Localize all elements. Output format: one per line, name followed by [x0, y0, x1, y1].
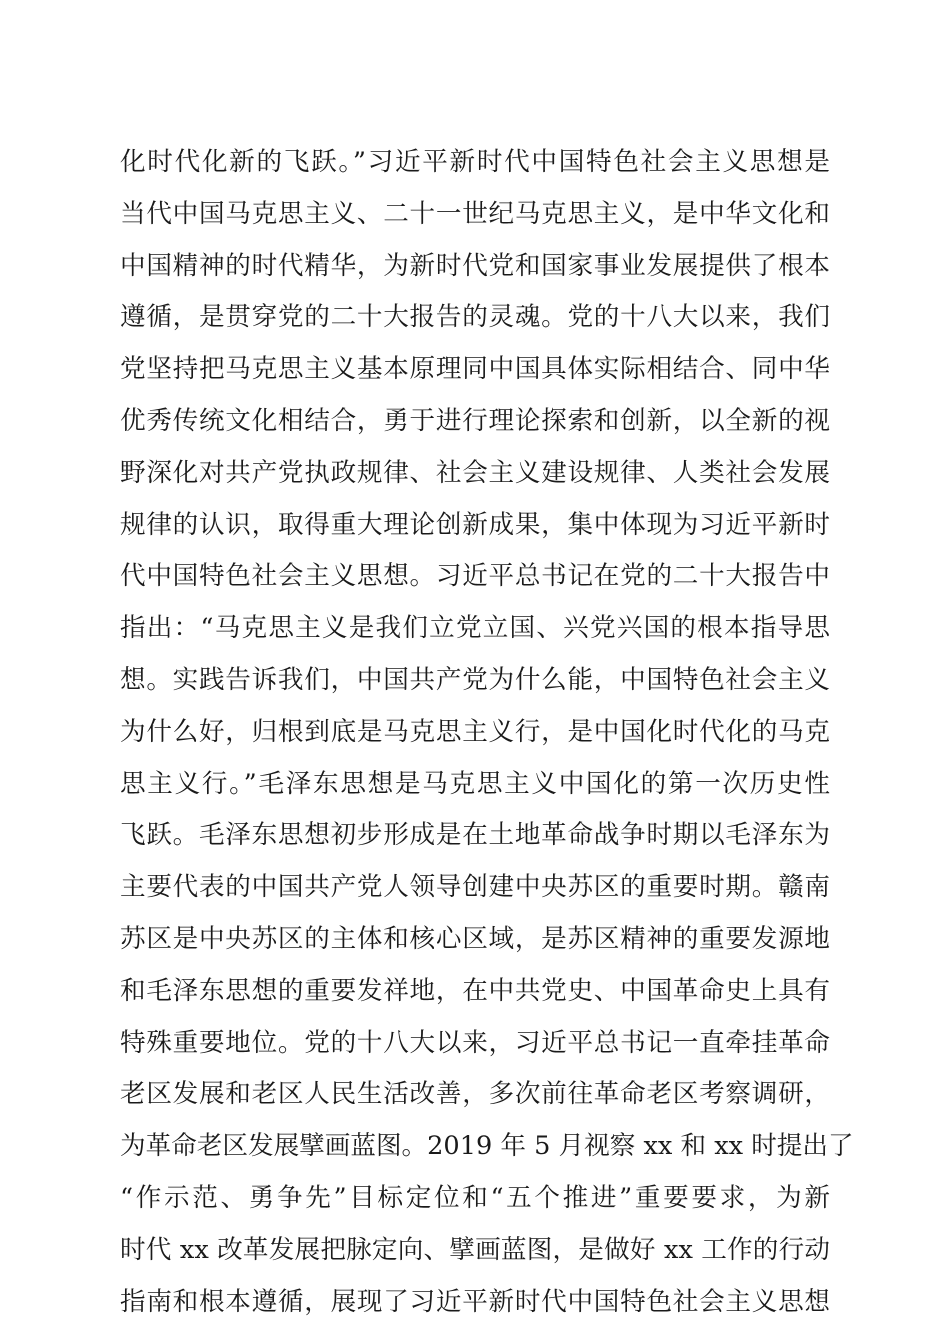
text-line: 和毛泽东思想的重要发祥地，在中共党史、中国革命史上具有 [120, 975, 830, 1006]
text-line: 化时代化新的飞跃。”习近平新时代中国特色社会主义思想是 [120, 147, 830, 177]
text-line: 为革命老区发展擘画蓝图。2019 年 5 月视察 xx 和 xx 时提出了 [120, 1131, 854, 1162]
text-line: 指南和根本遵循，展现了习近平新时代中国特色社会主义思想 [120, 1286, 830, 1317]
text-line: 野深化对共产党执政规律、社会主义建设规律、人类社会发展 [120, 457, 830, 488]
text-line: 特殊重要地位。党的十八大以来，习近平总书记一直牵挂革命 [120, 1027, 830, 1058]
text-line: 中国精神的时代精华，为新时代党和国家事业发展提供了根本 [120, 250, 830, 281]
text-line: 优秀传统文化相结合，勇于进行理论探索和创新，以全新的视 [120, 405, 830, 436]
text-line: 老区发展和老区人民生活改善，多次前往革命老区考察调研， [120, 1079, 830, 1110]
text-line: 飞跃。毛泽东思想初步形成是在土地革命战争时期以毛泽东为 [120, 820, 830, 851]
text-line: 遵循，是贯穿党的二十大报告的灵魂。党的十八大以来，我们 [120, 302, 830, 333]
text-line: 主要代表的中国共产党人领导创建中央苏区的重要时期。赣南 [120, 872, 830, 903]
text-line: 当代中国马克思主义、二十一世纪马克思主义，是中华文化和 [120, 198, 830, 229]
text-line: 时代 xx 改革发展把脉定向、擘画蓝图，是做好 xx 工作的行动 [120, 1234, 830, 1265]
text-line: 苏区是中央苏区的主体和核心区域，是苏区精神的重要发源地 [120, 923, 830, 954]
text-line: 思主义行。”毛泽东思想是马克思主义中国化的第一次历史性 [120, 768, 830, 799]
body-paragraph [120, 137, 854, 1328]
text-line: 为什么好，归根到底是马克思主义行，是中国化时代化的马克 [120, 716, 830, 747]
text-line: 党坚持把马克思主义基本原理同中国具体实际相结合、同中华 [120, 354, 830, 385]
text-line: 代中国特色社会主义思想。习近平总书记在党的二十大报告中 [120, 561, 830, 592]
text-line: “作示范、勇争先”目标定位和“五个推进”重要要求，为新 [120, 1182, 830, 1213]
text-line: 规律的认识，取得重大理论创新成果，集中体现为习近平新时 [120, 509, 830, 540]
text-line: 指出：“马克思主义是我们立党立国、兴党兴国的根本指导思 [120, 613, 830, 644]
text-line: 想。实践告诉我们，中国共产党为什么能，中国特色社会主义 [120, 664, 830, 695]
